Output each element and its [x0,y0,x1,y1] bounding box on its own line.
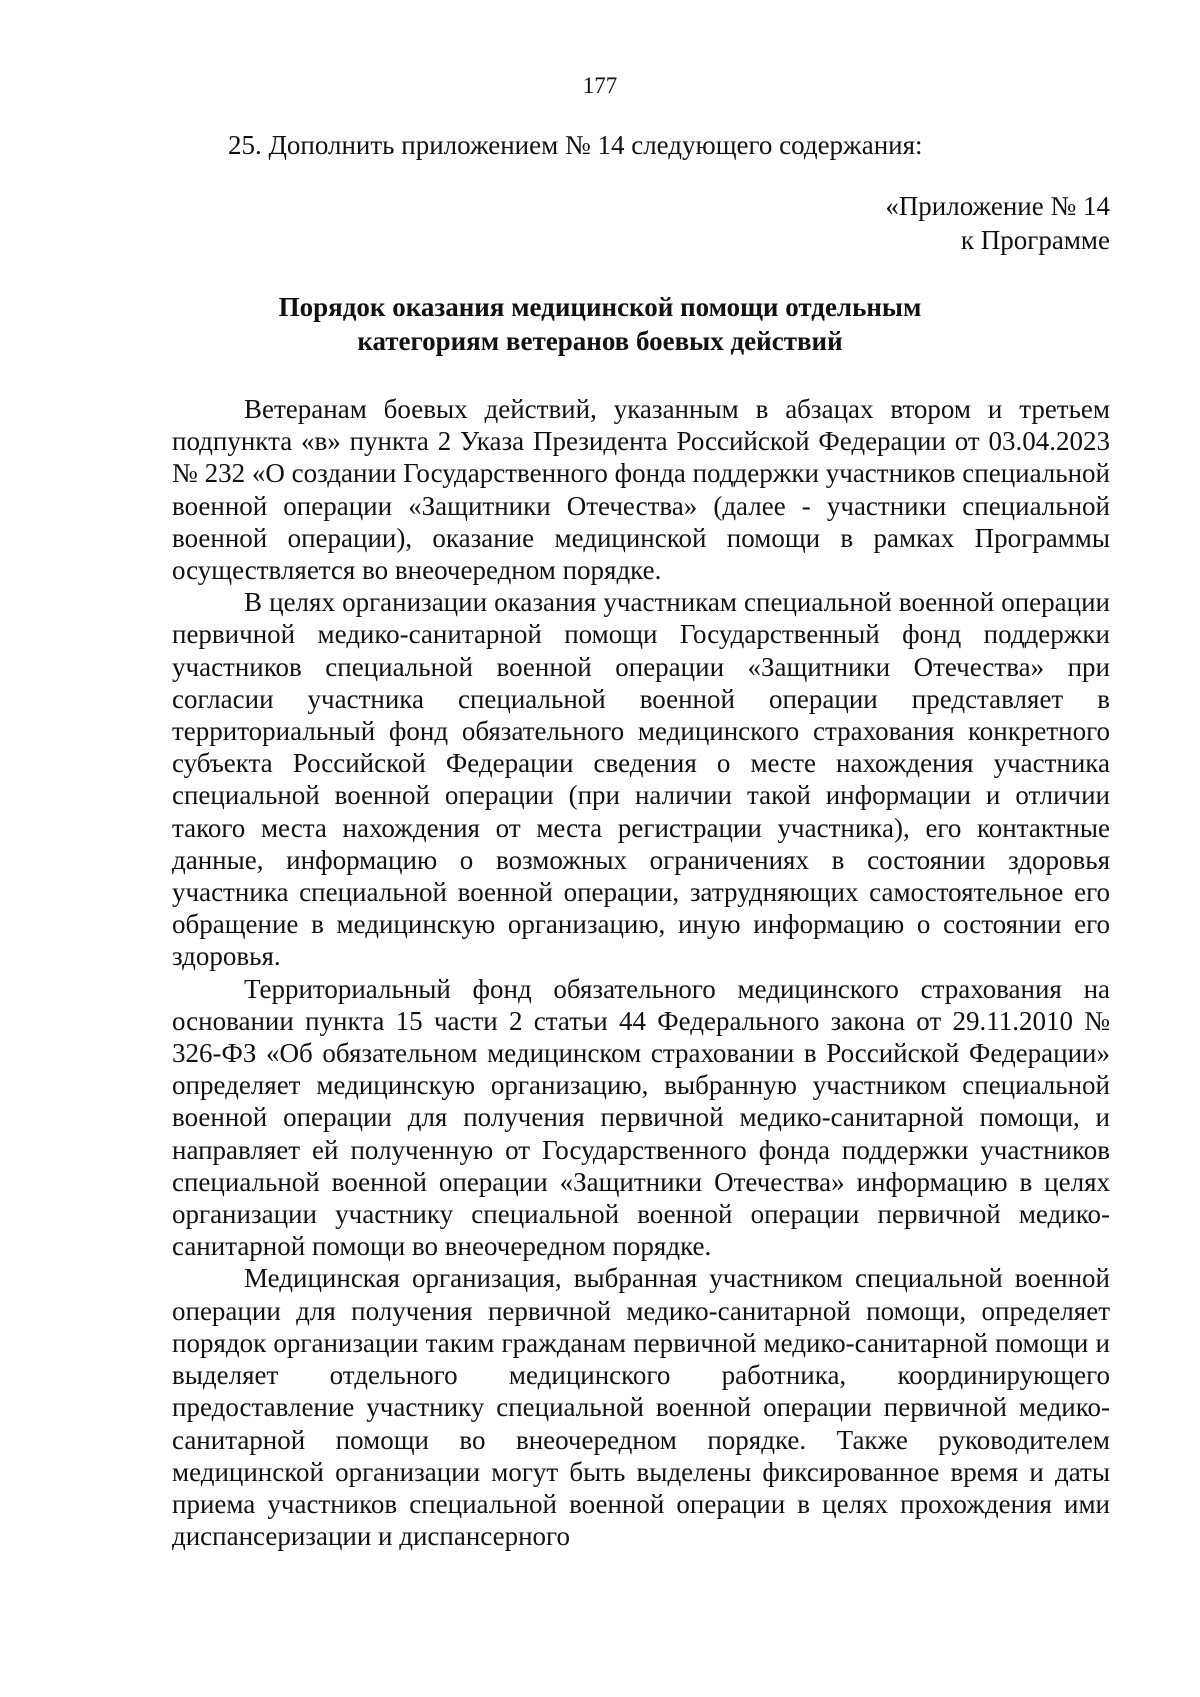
appendix-number: «Приложение № 14 [885,191,1110,221]
paragraph-2: В целях организации оказания участникам специальной военной операции первичной медико-санитарной помощи Государственный фонд поддержки участников специальной военной операции «Защитники Отечества» при согласии участника специальной военной операции представляет в территориальный фонд обязательного медицинского страхования конкретного субъекта Российской Федерации сведения о месте нахождения участника специальной военной операции (при наличии такой информации и отличии такого места нахождения от места регистрации участника), его контактные данные, информацию о возможных ограничениях в состоянии здоровья участника специальной военной операции, затрудняющих самостоятельное его обращение в медицинскую организацию, иную информацию о состоянии его здоровья. [172,587,1110,972]
paragraph-3: Территориальный фонд обязательного медицинского страхования на основании пункта 15 части 2 статьи 44 Федерального закона от 29.11.2010 № 326-ФЗ «Об обязательном медицинском страховании в Российской Федерации» определяет медицинскую организацию, выбранную участником специальной военной операции для получения первичной медико-санитарной помощи, и направляет ей полученную от Государственного фонда поддержки участников специальной военной операции «Защитники Отечества» информацию в целях организации участнику специальной военной операции первичной медико-санитарной помощи во внеочередном порядке. [172,973,1110,1262]
document-title-line-2: категориям ветеранов боевых действий [357,326,843,356]
document-title-line-1: Порядок оказания медицинской помощи отдельным [278,292,922,322]
document-body [172,393,1110,1552]
amendment-item: 25. Дополнить приложением № 14 следующего содержания: [228,130,923,160]
document-title [0,290,1200,358]
paragraph-4: Медицинская организация, выбранная участником специальной военной операции для получения первичной медико-санитарной помощи, определяет порядок организации таким гражданам первичной медико-санитарной помощи и выделяет отдельного медицинского работника, координирующего предоставление участнику специальной военной операции первичной медико-санитарной помощи во внеочередном порядке. Также руководителем медицинской организации могут быть выделены фиксированное время и даты приема участников специальной военной операции в целях прохождения ими диспансеризации и диспансерного [172,1263,1110,1552]
page-number: 177 [582,73,618,98]
appendix-reference [885,189,1110,257]
appendix-program: к Программе [960,225,1110,255]
paragraph-1: Ветеранам боевых действий, указанным в абзацах втором и третьем подпункта «в» пункта 2 Указа Президента Российской Федерации от 03.04.2023 № 232 «О создании Государственного фонда поддержки участников специальной военной операции «Защитники Отечества» (далее - участники специальной военной операции), оказание медицинской помощи в рамках Программы осуществляется во внеочередном порядке. [172,394,1110,586]
